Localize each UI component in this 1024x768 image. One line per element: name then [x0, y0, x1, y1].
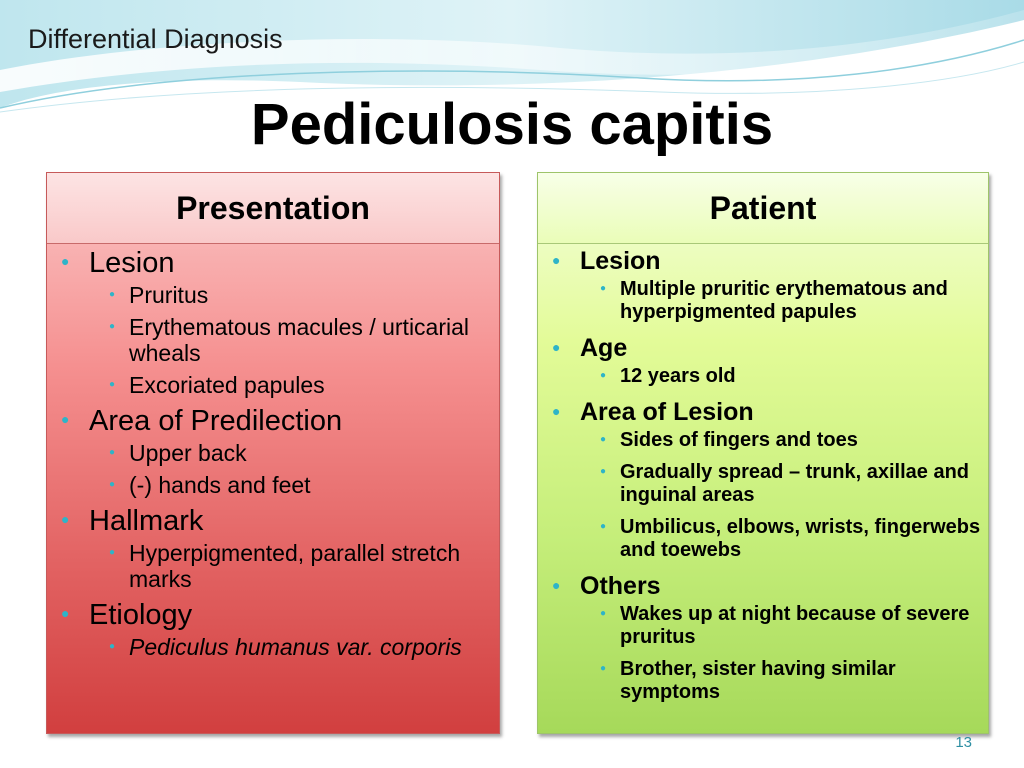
patient-heading: Patient	[538, 173, 988, 244]
bullet-icon: ●	[600, 370, 607, 381]
patient-subitem: ● Umbilicus, elbows, wrists, fingerwebs and toewebs	[600, 516, 981, 561]
presentation-heading: Presentation	[47, 173, 499, 244]
presentation-subitem: ● Pruritus	[109, 282, 209, 308]
bullet-icon: ●	[109, 479, 116, 490]
bullet-icon: ●	[600, 283, 607, 294]
presentation-panel	[46, 172, 500, 734]
bullet-icon: ●	[552, 577, 561, 593]
presentation-item	[47, 598, 499, 660]
slide-title: Pediculosis capitis	[250, 92, 774, 157]
patient-list	[538, 246, 988, 704]
patient-subitem: ● Gradually spread – trunk, axillae and inguinal areas	[600, 461, 970, 506]
patient-subitem: ● Multiple pruritic erythematous and hyperpigmented papules	[600, 278, 948, 323]
bullet-icon: ●	[61, 511, 70, 527]
presentation-subitem: ● Erythematous macules / urticarial wheals	[109, 314, 470, 366]
presentation-item	[47, 504, 499, 592]
patient-item	[538, 571, 988, 704]
bullet-icon: ●	[109, 641, 116, 652]
bullet-icon: ●	[109, 321, 116, 332]
bullet-icon: ●	[109, 547, 116, 558]
presentation-subitem: ● Hyperpigmented, parallel stretch marks	[109, 540, 461, 592]
presentation-item	[47, 246, 499, 398]
bullet-icon: ●	[61, 253, 70, 269]
bullet-icon: ●	[552, 339, 561, 355]
patient-item	[538, 333, 988, 388]
patient-item-label: Others	[580, 572, 661, 600]
bullet-icon: ●	[109, 289, 116, 300]
patient-subitem: ● Brother, sister having similar symptoms	[600, 658, 896, 703]
patient-subitem: ● Sides of fingers and toes	[600, 429, 858, 451]
presentation-subitem: ● (-) hands and feet	[109, 472, 311, 498]
bullet-icon: ●	[600, 608, 607, 619]
bullet-icon: ●	[552, 403, 561, 419]
patient-panel	[537, 172, 989, 734]
bullet-icon: ●	[61, 605, 70, 621]
bullet-icon: ●	[600, 434, 607, 445]
presentation-item	[47, 404, 499, 498]
presentation-item-label: Lesion	[89, 247, 175, 279]
presentation-subitem: ● Upper back	[109, 440, 247, 466]
presentation-item-label: Hallmark	[89, 505, 204, 537]
presentation-item-label: Area of Predilection	[89, 405, 343, 437]
bullet-icon: ●	[600, 663, 607, 674]
patient-item	[538, 246, 988, 324]
bullet-icon: ●	[109, 447, 116, 458]
presentation-list	[47, 246, 499, 660]
patient-item-label: Age	[580, 334, 628, 362]
bullet-icon: ●	[109, 379, 116, 390]
presentation-item-label: Etiology	[89, 599, 193, 631]
patient-subitem: ● 12 years old	[600, 365, 736, 387]
bullet-icon: ●	[600, 466, 607, 477]
patient-item-label: Lesion	[580, 247, 661, 275]
bullet-icon: ●	[600, 521, 607, 532]
bullet-icon: ●	[61, 411, 70, 427]
patient-item	[538, 397, 988, 562]
slide-number: 13	[955, 734, 972, 751]
bullet-icon: ●	[552, 252, 561, 268]
presentation-subitem: ● Excoriated papules	[109, 372, 325, 398]
presentation-subitem: ● Pediculus humanus var. corporis	[109, 634, 462, 660]
patient-item-label: Area of Lesion	[580, 398, 754, 426]
section-label: Differential Diagnosis	[28, 24, 283, 54]
patient-subitem: ● Wakes up at night because of severe pruritus	[600, 603, 970, 648]
